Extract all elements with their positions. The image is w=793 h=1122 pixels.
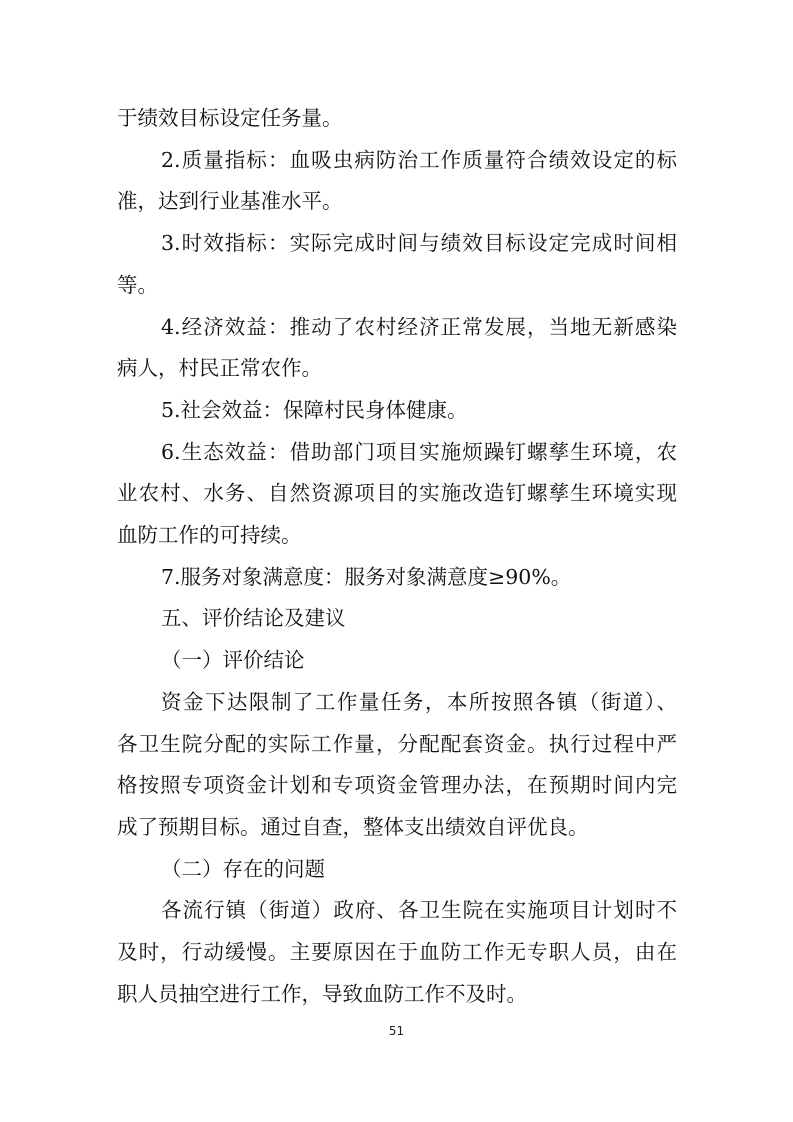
text-line: 3.时效指标：实际完成时间与绩效目标设定完成时间相 <box>161 231 677 255</box>
text-line: 6.生态效益：借助部门项目实施烦躁钉螺孳生环境，农 <box>161 440 677 464</box>
text-line: 病人，村民正常农作。 <box>117 356 322 380</box>
text-line: 业农村、水务、自然资源项目的实施改造钉螺孳生环境实现 <box>117 481 677 505</box>
text-line: 4.经济效益：推动了农村经济正常发展，当地无新感染 <box>161 315 677 339</box>
text-line: 及时，行动缓慢。主要原因在于血防工作无专职人员，由在 <box>117 940 677 964</box>
text-line: 各流行镇（街道）政府、各卫生院在实施项目计划时不 <box>161 898 677 922</box>
text-line: 血防工作的可持续。 <box>117 523 302 547</box>
text-line: 于绩效目标设定任务量。 <box>117 106 343 130</box>
text-line: 成了预期目标。通过自查，整体支出绩效自评优良。 <box>117 815 589 839</box>
subsection-heading: （一）评价结论 <box>161 648 305 672</box>
subsection-heading: （二）存在的问题 <box>161 857 325 881</box>
text-line: 7.服务对象满意度：服务对象满意度≥90%。 <box>161 565 572 589</box>
text-line: 格按照专项资金计划和专项资金管理办法，在预期时间内完 <box>117 773 677 797</box>
text-line: 5.社会效益：保障村民身体健康。 <box>161 398 468 422</box>
text-line: 职人员抽空进行工作，导致血防工作不及时。 <box>117 982 527 1006</box>
section-heading: 五、评价结论及建议 <box>161 606 346 630</box>
text-line: 资金下达限制了工作量任务，本所按照各镇（街道）、 <box>161 690 677 714</box>
text-line: 准，达到行业基准水平。 <box>117 189 343 213</box>
text-line: 等。 <box>117 273 158 297</box>
text-line: 各卫生院分配的实际工作量，分配配套资金。执行过程中严 <box>117 732 677 756</box>
page-number: 51 <box>388 1024 405 1038</box>
text-line: 2.质量指标：血吸虫病防治工作质量符合绩效设定的标 <box>161 148 677 172</box>
